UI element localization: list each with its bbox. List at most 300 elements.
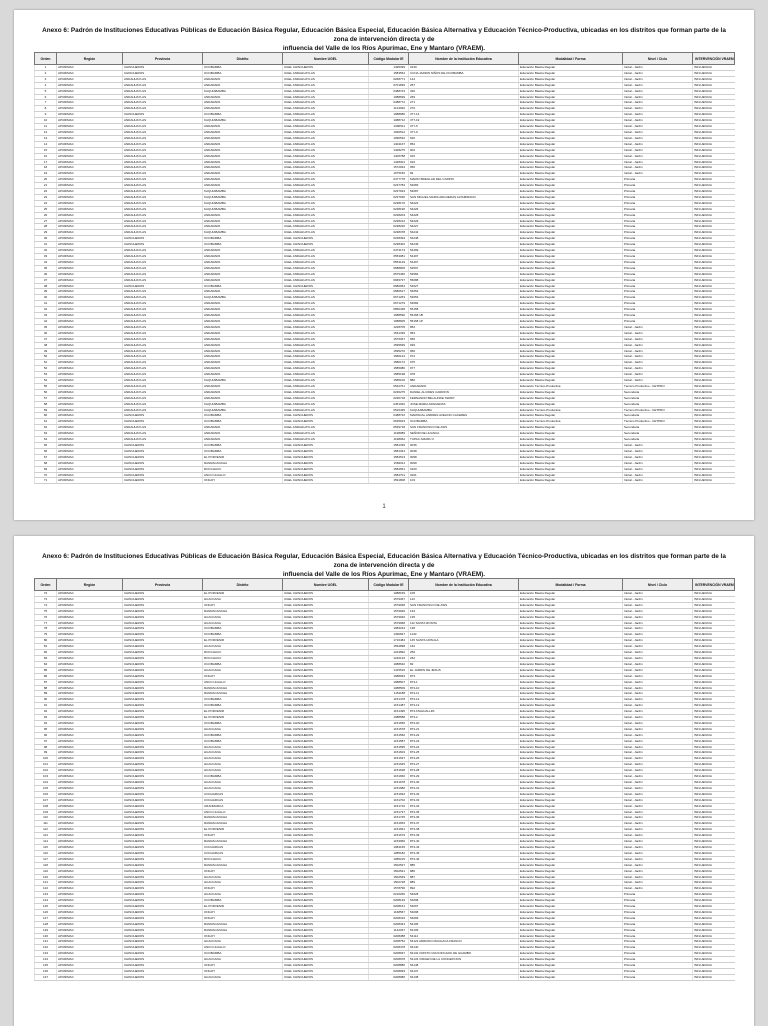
- table-cell: ANDARAPA: [203, 254, 283, 260]
- table-cell: 873: [409, 673, 519, 679]
- table-cell: 1579946: [369, 608, 409, 614]
- table-cell: 1151678: [369, 780, 409, 786]
- table-cell: UGEL CHINCHEROS: [283, 774, 369, 780]
- table-cell: UGEL CHINCHEROS: [283, 815, 369, 821]
- table-cell: 105: [35, 785, 57, 791]
- table-cell: 46: [35, 330, 57, 336]
- table-cell: Educación Básica Regular: [519, 591, 623, 597]
- table-cell: MARISCAL ANDRES AVELINO CACERES: [409, 413, 519, 419]
- column-header: Nombre UGEL: [283, 53, 369, 65]
- table-cell: CHINCHEROS: [123, 809, 203, 815]
- table-cell: OCOBAMBA: [203, 774, 283, 780]
- table-cell: APURIMAC: [57, 472, 123, 478]
- table-cell: 4: [35, 82, 57, 88]
- table-cell: Secundaria: [623, 395, 693, 401]
- table-cell: Inicial - Jardín: [623, 715, 693, 721]
- table-cell: UGEL CHINCHEROS: [283, 443, 369, 449]
- table-cell: INFLUENCIA: [693, 307, 735, 313]
- table-cell: UGEL ANDAHUAYLAS: [283, 431, 369, 437]
- table-cell: ANDAHUAYLAS: [123, 212, 203, 218]
- table-cell: 1502541: [369, 868, 409, 874]
- table-cell: Educación Básica Regular: [519, 703, 623, 709]
- table-cell: Educación Básica Regular: [519, 236, 623, 242]
- table-cell: APURIMAC: [57, 212, 123, 218]
- table-cell: INFLUENCIA: [693, 419, 735, 425]
- table-cell: Educación Básica Regular: [519, 88, 623, 94]
- table-cell: 0856438: [369, 307, 409, 313]
- table-cell: Educación Básica Regular: [519, 200, 623, 206]
- table-cell: Inicial - Jardín: [623, 768, 693, 774]
- table-cell: Inicial - Jardín: [623, 106, 693, 112]
- table-cell: INFLUENCIA: [693, 685, 735, 691]
- table-cell: 12: [35, 129, 57, 135]
- table-cell: UGEL CHINCHEROS: [283, 65, 369, 71]
- table-cell: 852: [409, 324, 519, 330]
- title-line-2: influencia del Valle de los Ríos Apurímac, Ene y Mantaro (VRAEM).: [282, 45, 486, 52]
- table-cell: 137: [35, 974, 57, 980]
- table-cell: 130: [35, 933, 57, 939]
- table-cell: RANRACANCHA: [203, 691, 283, 697]
- table-cell: EL JARDIN DE JESUS: [409, 667, 519, 673]
- table-cell: Inicial - Jardín: [623, 667, 693, 673]
- table-cell: ANDAHUAYLAS: [123, 378, 203, 384]
- table-cell: 854: [409, 141, 519, 147]
- table-cell: APURIMAC: [57, 407, 123, 413]
- table-cell: 873-24: [409, 744, 519, 750]
- table-cell: Educación Básica Regular: [519, 969, 623, 975]
- table-cell: APURIMAC: [57, 82, 123, 88]
- table-cell: 108: [35, 803, 57, 809]
- table-cell: APURIMAC: [57, 827, 123, 833]
- table-cell: Inicial - Jardín: [623, 856, 693, 862]
- table-cell: CHINCHEROS: [123, 638, 203, 644]
- table-cell: 873-25: [409, 750, 519, 756]
- title-line-2: influencia del Valle de los Ríos Apurímac, Ene y Mantaro (VRAEM).: [282, 571, 486, 578]
- table-cell: 126: [35, 909, 57, 915]
- table-cell: 0208478: [369, 945, 409, 951]
- table-cell: 94: [35, 720, 57, 726]
- table-cell: APURIMAC: [57, 360, 123, 366]
- table-cell: ROCCHACC: [203, 466, 283, 472]
- table-cell: Inicial - Jardín: [623, 774, 693, 780]
- table-cell: UGEL CHINCHEROS: [283, 886, 369, 892]
- table-cell: APURIMAC: [57, 112, 123, 118]
- table-cell: Inicial - Jardín: [623, 780, 693, 786]
- table-cell: ANCO HUALLO: [203, 809, 283, 815]
- table-cell: 32: [35, 248, 57, 254]
- table-cell: UGEL CHINCHEROS: [283, 673, 369, 679]
- table-cell: 269: [409, 94, 519, 100]
- table-cell: 0473173: [369, 248, 409, 254]
- table-cell: APURIMAC: [57, 703, 123, 709]
- table-cell: 92: [35, 709, 57, 715]
- table-cell: Educación Básica Regular: [519, 974, 623, 980]
- table-cell: CHINCHEROS: [123, 945, 203, 951]
- table-cell: UGEL CHINCHEROS: [283, 644, 369, 650]
- table-body: [35, 591, 735, 981]
- table-cell: INFLUENCIA: [693, 230, 735, 236]
- table-cell: ROCCHACC: [203, 655, 283, 661]
- table-cell: Educación Básica Regular: [519, 679, 623, 685]
- table-cell: INFLUENCIA: [693, 957, 735, 963]
- table-cell: 873-46: [409, 856, 519, 862]
- table-cell: ANDAHUAYLAS: [123, 82, 203, 88]
- table-cell: INFLUENCIA: [693, 100, 735, 106]
- table-cell: MARIO BREGLAD DEL CARPIO: [409, 177, 519, 183]
- table-cell: Educación Básica Regular: [519, 124, 623, 130]
- table-cell: 0101: [409, 472, 519, 478]
- table-cell: Inicial - Jardín: [623, 153, 693, 159]
- column-header: Modalidad / Forma: [519, 53, 623, 65]
- table-cell: CHINCHEROS: [123, 844, 203, 850]
- table-cell: ONGOY: [203, 868, 283, 874]
- table-cell: RANRACANCHA: [203, 685, 283, 691]
- table-cell: Primaria: [623, 915, 693, 921]
- table-cell: APURIMAC: [57, 248, 123, 254]
- table-cell: UGEL ANDAHUAYLAS: [283, 324, 369, 330]
- table-cell: 129: [35, 927, 57, 933]
- table-cell: Educación Básica Regular: [519, 720, 623, 726]
- table-cell: SEÑOR DE HUANCA: [409, 431, 519, 437]
- table-cell: 0208993: [369, 969, 409, 975]
- table-cell: APURIMAC: [57, 720, 123, 726]
- table-cell: 1090532: [369, 135, 409, 141]
- table-cell: 45: [35, 324, 57, 330]
- table-cell: APURIMAC: [57, 685, 123, 691]
- table-cell: Educación Básica Regular: [519, 632, 623, 638]
- table-cell: APURIMAC: [57, 106, 123, 112]
- table-cell: 1084165: [369, 844, 409, 850]
- table-cell: Primaria: [623, 295, 693, 301]
- table-cell: Inicial - Jardín: [623, 76, 693, 82]
- table-cell: INFLUENCIA: [693, 614, 735, 620]
- table-cell: UGEL ANDAHUAYLAS: [283, 224, 369, 230]
- table-cell: 55088: [409, 277, 519, 283]
- table-cell: Educación Básica Regular: [519, 856, 623, 862]
- table-cell: CHINCHEROS: [123, 780, 203, 786]
- table-cell: Primaria: [623, 189, 693, 195]
- table-cell: 54222: [409, 200, 519, 206]
- table-cell: UGEL CHINCHEROS: [283, 880, 369, 886]
- table-cell: 44: [35, 318, 57, 324]
- table-cell: 1595699: [369, 342, 409, 348]
- table-cell: INFLUENCIA: [693, 65, 735, 71]
- table-cell: CHINCHEROS: [123, 65, 203, 71]
- table-cell: CHINCHEROS: [123, 909, 203, 915]
- table-cell: Primaria: [623, 945, 693, 951]
- table-cell: 975: [409, 360, 519, 366]
- table-cell: 34: [35, 259, 57, 265]
- table-cell: Educación Básica Regular: [519, 112, 623, 118]
- table-cell: ANDAHUAYLAS: [123, 401, 203, 407]
- table-cell: INFLUENCIA: [693, 224, 735, 230]
- table-cell: UGEL CHINCHEROS: [283, 242, 369, 248]
- table-cell: ANDAHUAYLAS: [123, 277, 203, 283]
- table-cell: 35: [35, 265, 57, 271]
- table-cell: Inicial - Jardín: [623, 750, 693, 756]
- table-cell: Educación Básica Regular: [519, 478, 623, 484]
- table-cell: ANDAHUAYLAS: [123, 259, 203, 265]
- table-cell: Inicial - Jardín: [623, 762, 693, 768]
- table-cell: CHINCHEROS: [123, 933, 203, 939]
- table-cell: Educación Básica Regular: [519, 94, 623, 100]
- table-cell: APURIMAC: [57, 644, 123, 650]
- table-cell: UGEL CHINCHEROS: [283, 915, 369, 921]
- table-cell: 54083: [409, 183, 519, 189]
- table-cell: 36: [35, 271, 57, 277]
- table-cell: ANDAHUAYLAS: [123, 118, 203, 124]
- table-cell: 1495399: [369, 65, 409, 71]
- table-cell: Educación Básica Regular: [519, 100, 623, 106]
- table-cell: 28: [35, 224, 57, 230]
- table-cell: ANDAHUAYLAS: [123, 153, 203, 159]
- table-cell: 53: [35, 372, 57, 378]
- table-cell: ANDAHUAYLAS: [123, 324, 203, 330]
- table-cell: 40: [35, 295, 57, 301]
- table-cell: Inicial - Jardín: [623, 632, 693, 638]
- table-cell: Educación Básica Regular: [519, 460, 623, 466]
- table-cell: UGEL ANDAHUAYLAS: [283, 277, 369, 283]
- table-cell: ANDARAPA: [203, 259, 283, 265]
- table-cell: APURIMAC: [57, 283, 123, 289]
- table-row: [35, 974, 735, 980]
- table-cell: UGEL CHINCHEROS: [283, 839, 369, 845]
- table-cell: Primaria: [623, 206, 693, 212]
- table-cell: UGEL ANDAHUAYLAS: [283, 100, 369, 106]
- table-cell: 54497: [409, 259, 519, 265]
- table-cell: ANDARAPA: [203, 318, 283, 324]
- table-cell: SAN FRANCISCO DE ASIS: [409, 602, 519, 608]
- table-cell: 55168 1B: [409, 313, 519, 319]
- table-cell: 1502537: [369, 862, 409, 868]
- table-cell: APURIMAC: [57, 608, 123, 614]
- table-cell: 1083234: [369, 626, 409, 632]
- table-cell: ANDAHUAYLAS: [123, 431, 203, 437]
- table-cell: 1151702: [369, 797, 409, 803]
- table-cell: Inicial - Jardín: [623, 644, 693, 650]
- table-cell: Inicial - Jardín: [623, 809, 693, 815]
- table-cell: Inicial - Jardín: [623, 602, 693, 608]
- table-cell: 17: [35, 159, 57, 165]
- column-header: INTERVENCIÓN VRAEM: [693, 579, 735, 591]
- table-cell: UGEL CHINCHEROS: [283, 602, 369, 608]
- table-cell: INFLUENCIA: [693, 366, 735, 372]
- table-cell: UGEL ANDAHUAYLAS: [283, 407, 369, 413]
- table-cell: 262: [409, 655, 519, 661]
- table-cell: Educación Básica Regular: [519, 165, 623, 171]
- table-cell: 873-13: [409, 703, 519, 709]
- table-cell: Educación Básica Regular: [519, 401, 623, 407]
- table-cell: ANDAHUAYLAS: [123, 407, 203, 413]
- table-cell: ANDAHUAYLAS: [123, 271, 203, 277]
- table-cell: ANDARAPA: [203, 106, 283, 112]
- document-page-2: [14, 536, 754, 1026]
- table-cell: APURIMAC: [57, 709, 123, 715]
- table-cell: APURIMAC: [57, 124, 123, 130]
- table-cell: Inicial - Jardín: [623, 703, 693, 709]
- table-cell: 113: [409, 596, 519, 602]
- table-cell: 0208886: [369, 963, 409, 969]
- table-cell: 116: [35, 850, 57, 856]
- table-cell: APURIMAC: [57, 921, 123, 927]
- table-cell: APURIMAC: [57, 448, 123, 454]
- table-cell: Primaria: [623, 909, 693, 915]
- table-cell: 0100: [409, 466, 519, 472]
- table-cell: Educación Básica Regular: [519, 307, 623, 313]
- table-cell: 83: [35, 655, 57, 661]
- table-cell: 24: [35, 200, 57, 206]
- table-cell: INFLUENCIA: [693, 862, 735, 868]
- table-cell: 127: [35, 915, 57, 921]
- table-cell: 54087: [409, 189, 519, 195]
- table-cell: HUACCANA: [203, 614, 283, 620]
- table-cell: UGEL CHINCHEROS: [283, 974, 369, 980]
- table-cell: 1579940: [369, 614, 409, 620]
- table-cell: 93: [35, 715, 57, 721]
- table-cell: APURIMAC: [57, 969, 123, 975]
- table-cell: Primaria: [623, 898, 693, 904]
- table-cell: ANDAHUAYLAS: [123, 342, 203, 348]
- table-cell: EL PORVENIR: [203, 591, 283, 597]
- table-cell: UGEL ANDAHUAYLAS: [283, 383, 369, 389]
- institutions-table: [34, 578, 735, 981]
- table-cell: ANDAHUAYLAS: [123, 336, 203, 342]
- table-cell: INFLUENCIA: [693, 827, 735, 833]
- table-cell: UGEL ANDAHUAYLAS: [283, 360, 369, 366]
- table-cell: Inicial - Jardín: [623, 756, 693, 762]
- table-cell: INFLUENCIA: [693, 342, 735, 348]
- table-cell: Educación Básica Regular: [519, 118, 623, 124]
- table-cell: CHINCHEROS: [123, 803, 203, 809]
- table-cell: Inicial - Jardín: [623, 833, 693, 839]
- table-cell: CHINCHEROS: [123, 691, 203, 697]
- table-cell: Educación Básica Regular: [519, 82, 623, 88]
- table-cell: 0575466: [369, 271, 409, 277]
- table-cell: APURIMAC: [57, 389, 123, 395]
- table-cell: 61: [35, 419, 57, 425]
- table-cell: RANRACANCHA: [203, 821, 283, 827]
- table-cell: 135: [35, 963, 57, 969]
- table-cell: UGEL CHINCHEROS: [283, 738, 369, 744]
- table-cell: CHINCHEROS: [123, 850, 203, 856]
- table-cell: Inicial - Jardín: [623, 821, 693, 827]
- table-cell: Inicial - Jardín: [623, 378, 693, 384]
- table-cell: 873-34: [409, 803, 519, 809]
- table-cell: Educación Técnico-Productiva: [519, 383, 623, 389]
- table-cell: Primaria: [623, 183, 693, 189]
- table-cell: 1151188: [369, 691, 409, 697]
- table-cell: OCOBAMBA: [203, 112, 283, 118]
- table-cell: Inicial - Jardín: [623, 135, 693, 141]
- table-cell: UGEL ANDAHUAYLAS: [283, 200, 369, 206]
- table-cell: APURIMAC: [57, 909, 123, 915]
- table-cell: UGEL ANDAHUAYLAS: [283, 265, 369, 271]
- table-cell: UGEL ANDAHUAYLAS: [283, 313, 369, 319]
- table-cell: 1088588: [369, 715, 409, 721]
- table-cell: HUACCANA: [203, 785, 283, 791]
- table-cell: KAQUIABAMBA: [203, 378, 283, 384]
- table-cell: ANDARAPA: [203, 324, 283, 330]
- table-cell: 0237933: [369, 189, 409, 195]
- table-cell: Educación Básica Regular: [519, 378, 623, 384]
- table-cell: CHINCHEROS: [123, 460, 203, 466]
- table-cell: Secundaria: [623, 389, 693, 395]
- table-cell: CHINCHEROS: [123, 242, 203, 248]
- table-cell: INFLUENCIA: [693, 650, 735, 656]
- table-cell: 0238378: [369, 230, 409, 236]
- table-cell: UGEL CHINCHEROS: [283, 892, 369, 898]
- table-cell: Educación Básica Regular: [519, 809, 623, 815]
- table-cell: 1088686: [369, 112, 409, 118]
- table-cell: ONGOY: [203, 833, 283, 839]
- table-cell: KAQUIABAMBA: [203, 407, 283, 413]
- table-cell: INFLUENCIA: [693, 431, 735, 437]
- table-cell: INFLUENCIA: [693, 697, 735, 703]
- table-cell: 70: [35, 472, 57, 478]
- table-cell: UGEL CHINCHEROS: [283, 478, 369, 484]
- table-cell: 54099: [409, 915, 519, 921]
- table-cell: 0539718: [369, 425, 409, 431]
- table-cell: INFLUENCIA: [693, 324, 735, 330]
- table-cell: APURIMAC: [57, 395, 123, 401]
- table-cell: 0208316: [369, 915, 409, 921]
- table-cell: UGEL ANDAHUAYLAS: [283, 295, 369, 301]
- table-cell: Inicial - Jardín: [623, 124, 693, 130]
- table-cell: Educación Básica Regular: [519, 330, 623, 336]
- table-cell: CHINCHEROS: [123, 744, 203, 750]
- table-cell: ANDAHUAYLAS: [123, 135, 203, 141]
- table-cell: 54112: [409, 933, 519, 939]
- table-cell: CHINCHEROS: [123, 874, 203, 880]
- table-cell: ONGOY: [203, 963, 283, 969]
- table-cell: INFLUENCIA: [693, 200, 735, 206]
- table-cell: 67: [35, 454, 57, 460]
- table-cell: Inicial - Jardín: [623, 454, 693, 460]
- table-cell: ANCO HUALLO: [203, 679, 283, 685]
- table-cell: 873-22: [409, 732, 519, 738]
- table-cell: 82: [409, 171, 519, 177]
- table-cell: CHINCHEROS: [123, 472, 203, 478]
- table-cell: 105: [409, 591, 519, 597]
- table-cell: 873-12: [409, 697, 519, 703]
- table-cell: CHINCHEROS: [123, 951, 203, 957]
- table-cell: INFLUENCIA: [693, 254, 735, 260]
- table-cell: INFLUENCIA: [693, 608, 735, 614]
- table-cell: UGEL ANDAHUAYLAS: [283, 82, 369, 88]
- table-cell: RANRACANCHA: [203, 839, 283, 845]
- table-cell: 60: [35, 413, 57, 419]
- table-cell: CHINCHEROS: [123, 939, 203, 945]
- table-cell: 1572934: [369, 165, 409, 171]
- table-cell: 74: [35, 602, 57, 608]
- table-cell: Educación Básica Regular: [519, 951, 623, 957]
- table-cell: OCOBAMBA: [203, 703, 283, 709]
- table-cell: Educación Básica Regular: [519, 638, 623, 644]
- table-cell: Primaria: [623, 318, 693, 324]
- table-cell: UGEL CHINCHEROS: [283, 904, 369, 910]
- table-cell: EL PORVENIR: [203, 709, 283, 715]
- table-cell: Inicial - Jardín: [623, 65, 693, 71]
- table-cell: 1151653: [369, 821, 409, 827]
- table-cell: 1088712: [369, 118, 409, 124]
- table-cell: APURIMAC: [57, 697, 123, 703]
- table-cell: ONGOY: [203, 886, 283, 892]
- table-cell: 0208752: [369, 939, 409, 945]
- table-cell: APURIMAC: [57, 135, 123, 141]
- table-cell: INFLUENCIA: [693, 596, 735, 602]
- table-cell: FERNANDO BELAUNDE TERRY: [409, 395, 519, 401]
- table-cell: Primaria: [623, 301, 693, 307]
